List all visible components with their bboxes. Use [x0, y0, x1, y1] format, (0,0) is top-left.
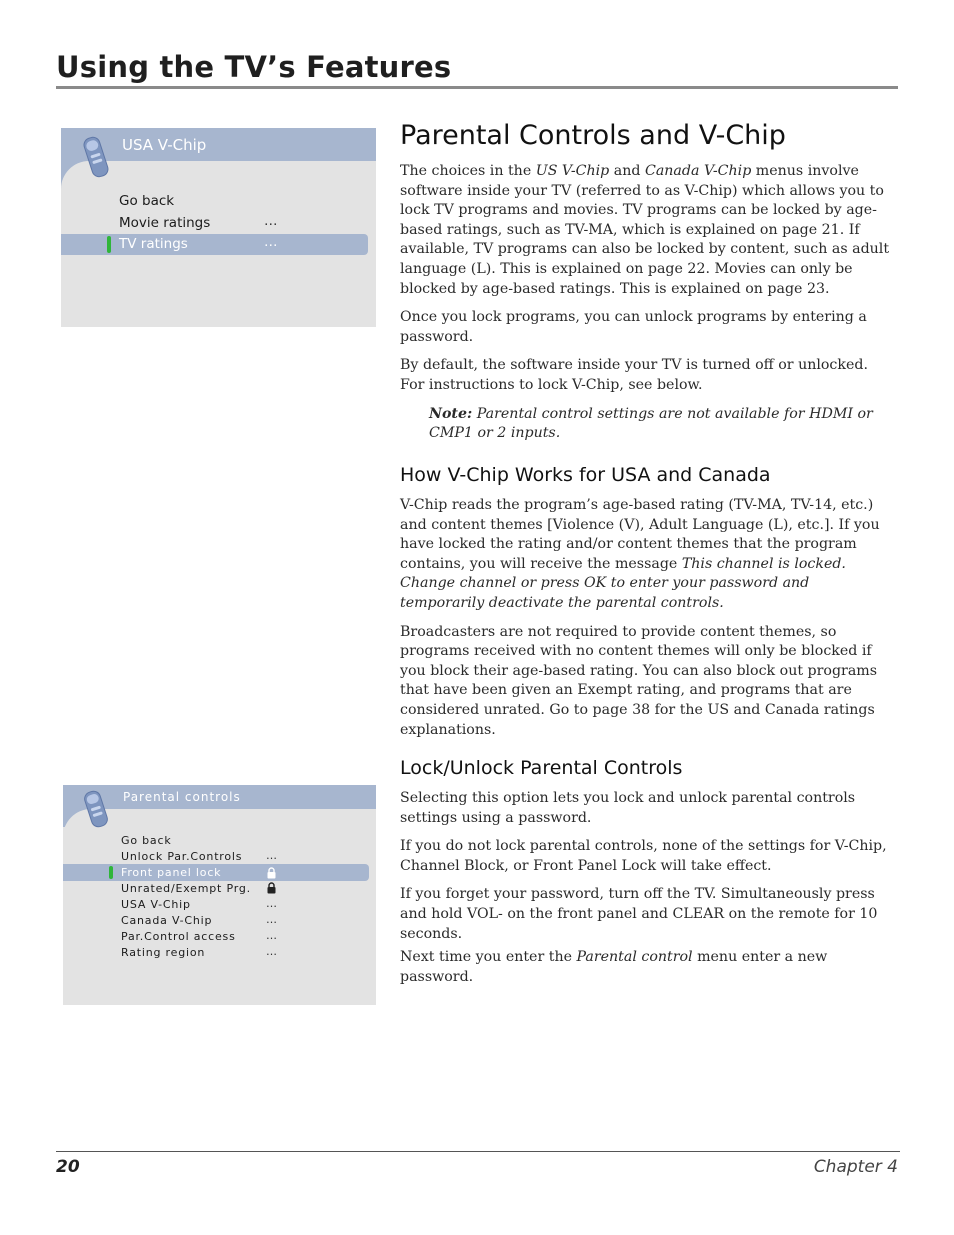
- menu-title: Parental controls: [123, 790, 241, 804]
- italic-text: Parental control: [576, 949, 693, 966]
- submenu-ellipsis: …: [264, 234, 278, 250]
- italic-text: This channel is locked. Change channel or press OK to enter your password and temporarily deactivate the parental controls.: [400, 555, 846, 611]
- remote-control-icon: [79, 134, 113, 180]
- page-header-title: Using the TV’s Features: [56, 50, 452, 84]
- menu-item-go-back[interactable]: Go back: [119, 193, 175, 209]
- submenu-ellipsis: …: [266, 913, 277, 926]
- menu-item-movie-ratings[interactable]: Movie ratings: [119, 215, 211, 231]
- text: menu enter a new password.: [400, 949, 828, 985]
- text: Next time you enter the: [400, 949, 577, 966]
- note-text: Parental control settings are not available for HDMI or CMP1 or 2 inputs.: [429, 405, 873, 442]
- page-number: 20: [56, 1157, 80, 1177]
- menu-item-go-back[interactable]: Go back: [121, 834, 172, 847]
- submenu-ellipsis: …: [266, 929, 277, 942]
- submenu-ellipsis: …: [266, 897, 277, 910]
- paragraph: [400, 948, 895, 987]
- chapter-label: Chapter 4: [813, 1157, 898, 1177]
- menu-item-par-control-access[interactable]: Par.Control access: [121, 930, 236, 943]
- submenu-ellipsis: …: [264, 213, 278, 229]
- paragraph: By default, the software inside your TV is turned off or unlocked. For instructions to lock V-Chip, see below.: [400, 357, 868, 393]
- section-title: Parental Controls and V-Chip: [400, 120, 786, 151]
- howto-body: [400, 496, 895, 740]
- subsection-title-how-vchip-works: How V-Chip Works for USA and Canada: [400, 464, 771, 486]
- menu-item-canada-vchip[interactable]: Canada V-Chip: [121, 914, 213, 927]
- menu-title: USA V-Chip: [122, 136, 207, 154]
- submenu-ellipsis: …: [266, 945, 277, 958]
- paragraph: If you do not lock parental controls, none of the settings for V-Chip, Channel Block, or Front Panel Lock will take effect.: [400, 838, 887, 874]
- note-label: Note:: [429, 405, 473, 422]
- menu-item-front-panel-lock[interactable]: Front panel lock: [121, 866, 222, 879]
- remote-control-icon: [79, 789, 113, 829]
- menu-item-unrated-exempt[interactable]: Unrated/Exempt Prg.: [121, 882, 251, 895]
- paragraph: Broadcasters are not required to provide content themes, so programs received with no content themes will only be blocked if you block their age-based rating. You can also block out programs that have been given an Exempt rating, and programs that are considered unrated. Go to page 38 for the US and Canada ratings explanations.: [400, 623, 878, 738]
- header-rule: [56, 86, 898, 89]
- page-header: [56, 50, 898, 89]
- submenu-ellipsis: …: [266, 849, 277, 862]
- text: menus involve software inside your TV (referred to as V-Chip) which allows you to lock TV programs and movies. TV programs can be locked by age-based ratings, such as TV-MA, which is explained on page 21. If available, TV programs can also be locked by content, such as adult language (L). This is explained on page 22. Movies can only be blocked by age-based ratings. This is explained on page 23.: [400, 163, 890, 297]
- note: [400, 405, 895, 444]
- page-footer: [56, 1151, 900, 1177]
- footer-rule: [56, 1151, 900, 1152]
- parental-controls-menu-screenshot: [63, 785, 376, 1005]
- lock-body: [400, 789, 895, 987]
- lock-icon: [267, 882, 276, 894]
- paragraph: [400, 162, 895, 299]
- text: and: [609, 163, 645, 179]
- menu-item-tv-ratings[interactable]: TV ratings: [119, 236, 188, 252]
- menu-item-usa-vchip[interactable]: USA V-Chip: [121, 898, 191, 911]
- subsection-title-lock-unlock: Lock/Unlock Parental Controls: [400, 757, 683, 779]
- italic-text: US V-Chip: [535, 163, 610, 179]
- menu-item-unlock-par-controls[interactable]: Unlock Par.Controls: [121, 850, 243, 863]
- menu-item-rating-region[interactable]: Rating region: [121, 946, 206, 959]
- paragraph: Selecting this option lets you lock and unlock parental controls settings using a password.: [400, 790, 856, 826]
- text: The choices in the: [400, 163, 536, 179]
- lock-icon: [267, 867, 276, 879]
- italic-text: Canada V-Chip: [644, 163, 752, 179]
- paragraph: If you forget your password, turn off the TV. Simultaneously press and hold VOL- on the front panel and CLEAR on the remote for 10 seconds.: [400, 886, 878, 942]
- section-body: [400, 162, 895, 444]
- selection-marker: [107, 236, 111, 253]
- paragraph: Once you lock programs, you can unlock programs by entering a password.: [400, 309, 867, 345]
- paragraph: [400, 496, 895, 614]
- usa-vchip-menu-screenshot: [61, 128, 376, 327]
- text: V-Chip reads the program’s age-based rating (TV-MA, TV-14, etc.) and content themes [Violence (V), Adult Language (L), etc.]. If you have locked the rating and/or content themes that the program contains, you will receive the message: [400, 497, 880, 572]
- selection-marker: [109, 866, 113, 879]
